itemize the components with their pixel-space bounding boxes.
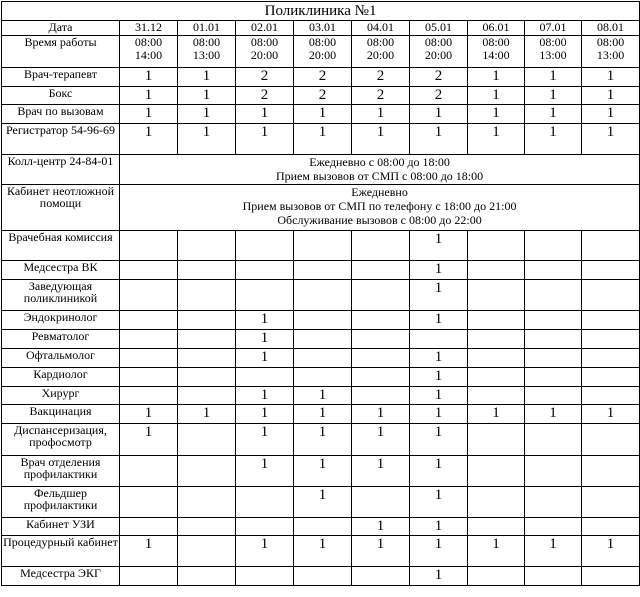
row-label: Офтальмолог: [2, 349, 120, 368]
staff-count-cell: [178, 487, 236, 518]
staff-count-cell: [352, 349, 410, 368]
staff-count-cell: [236, 231, 294, 261]
row-label: Кардиолог: [2, 368, 120, 387]
staff-count-cell: 1: [468, 124, 525, 155]
staff-count-cell: [582, 567, 640, 586]
hours-cell: [468, 36, 525, 68]
hours-start: 08:00: [539, 35, 567, 49]
staff-count-cell: 1: [468, 87, 525, 105]
date-cell: 03.01: [294, 21, 352, 36]
table-row: [2, 518, 640, 536]
staff-count-cell: [582, 231, 640, 261]
staff-count-cell: [525, 387, 582, 405]
staff-count-cell: [468, 261, 525, 280]
staff-count-cell: [294, 518, 352, 536]
staff-count-cell: 1: [410, 124, 468, 155]
staff-count-cell: [525, 424, 582, 456]
staff-count-cell: [582, 368, 640, 387]
hours-start: 08:00: [134, 35, 163, 49]
staff-count-cell: 1: [236, 456, 294, 487]
staff-count-cell: [120, 231, 178, 261]
hours-end: 13:00: [539, 48, 567, 62]
staff-count-cell: 1: [410, 368, 468, 387]
table-row: [2, 155, 640, 185]
date-cell: 02.01: [236, 21, 294, 36]
staff-count-cell: [236, 280, 294, 311]
date-cell: 08.01: [582, 21, 640, 36]
row-label: Ревматолог: [2, 330, 120, 349]
staff-count-cell: [525, 330, 582, 349]
staff-count-cell: [294, 567, 352, 586]
staff-count-cell: [178, 456, 236, 487]
table-row: [2, 261, 640, 280]
staff-count-cell: [468, 280, 525, 311]
row-label: Врач по вызовам: [2, 105, 120, 124]
staff-count-cell: [120, 518, 178, 536]
staff-count-cell: [294, 349, 352, 368]
table-row: [2, 330, 640, 349]
hours-start: 08:00: [192, 35, 221, 49]
hours-end: 13:00: [192, 48, 221, 62]
row-label: Врачебная комиссия: [2, 231, 120, 261]
staff-count-cell: 1: [582, 124, 640, 155]
table-row: [2, 368, 640, 387]
staff-count-cell: 1: [468, 536, 525, 567]
staff-count-cell: 1: [352, 518, 410, 536]
staff-count-cell: [468, 424, 525, 456]
staff-count-cell: [582, 261, 640, 280]
staff-count-cell: 1: [525, 124, 582, 155]
row-label: Кабинет неотложной помощи: [2, 185, 120, 231]
staff-count-cell: 1: [294, 536, 352, 567]
staff-count-cell: 1: [236, 311, 294, 330]
staff-count-cell: [120, 349, 178, 368]
staff-count-cell: 1: [178, 105, 236, 124]
staff-count-cell: 1: [178, 124, 236, 155]
hours-start: 08:00: [482, 35, 510, 49]
staff-count-cell: [178, 330, 236, 349]
staff-count-cell: [178, 424, 236, 456]
row-label: Эндокринолог: [2, 311, 120, 330]
hours-start: 08:00: [308, 35, 337, 49]
hours-cell: [352, 36, 410, 68]
table-row: [2, 185, 640, 231]
staff-count-cell: 1: [410, 231, 468, 261]
staff-count-cell: 1: [582, 87, 640, 105]
hours-end: 20:00: [250, 48, 279, 62]
staff-count-cell: [525, 368, 582, 387]
staff-count-cell: [468, 311, 525, 330]
staff-count-cell: 1: [120, 68, 178, 87]
staff-count-cell: 1: [294, 424, 352, 456]
staff-count-cell: [525, 487, 582, 518]
table-row: [2, 567, 640, 586]
table-row: [2, 124, 640, 155]
schedule-note: [120, 185, 640, 231]
staff-count-cell: [525, 231, 582, 261]
note-line: Ежедневно с 08:00 до 18:00: [309, 155, 450, 169]
staff-count-cell: 2: [294, 87, 352, 105]
staff-count-cell: [294, 330, 352, 349]
staff-count-cell: [468, 518, 525, 536]
staff-count-cell: 1: [294, 456, 352, 487]
staff-count-cell: [236, 487, 294, 518]
hours-label: Время работы: [2, 36, 120, 68]
row-label: Врач отделения профилактики: [2, 456, 120, 487]
hours-cell: [120, 36, 178, 68]
staff-count-cell: [352, 567, 410, 586]
staff-count-cell: 1: [352, 105, 410, 124]
staff-count-cell: [236, 261, 294, 280]
staff-count-cell: 1: [120, 405, 178, 424]
staff-count-cell: 1: [410, 487, 468, 518]
staff-count-cell: [178, 536, 236, 567]
hours-cell: [410, 36, 468, 68]
staff-count-cell: [178, 567, 236, 586]
staff-count-cell: 1: [294, 487, 352, 518]
schedule-note: [120, 155, 640, 185]
staff-count-cell: [352, 487, 410, 518]
staff-count-cell: [525, 311, 582, 330]
staff-count-cell: 1: [178, 405, 236, 424]
staff-count-cell: [525, 261, 582, 280]
staff-count-cell: 1: [236, 424, 294, 456]
staff-count-cell: [582, 311, 640, 330]
table-row: [2, 456, 640, 487]
staff-count-cell: 1: [178, 87, 236, 105]
staff-count-cell: 1: [178, 68, 236, 87]
row-label: Диспансеризация, профосмотр: [2, 424, 120, 456]
staff-count-cell: 1: [410, 105, 468, 124]
table-row: [2, 68, 640, 87]
staff-count-cell: 1: [120, 124, 178, 155]
hours-cell: [525, 36, 582, 68]
staff-count-cell: 1: [410, 349, 468, 368]
staff-count-cell: [178, 349, 236, 368]
row-label: Медсестра ЭКГ: [2, 567, 120, 586]
staff-count-cell: 1: [410, 424, 468, 456]
staff-count-cell: [468, 368, 525, 387]
staff-count-cell: 1: [352, 536, 410, 567]
staff-count-cell: [294, 368, 352, 387]
staff-count-cell: 1: [352, 456, 410, 487]
table-row: [2, 487, 640, 518]
staff-count-cell: [582, 487, 640, 518]
staff-count-cell: [120, 487, 178, 518]
staff-count-cell: [468, 231, 525, 261]
staff-count-cell: [120, 567, 178, 586]
table-row: [2, 387, 640, 405]
staff-count-cell: 1: [410, 311, 468, 330]
staff-count-cell: [120, 387, 178, 405]
staff-count-cell: 1: [410, 261, 468, 280]
hours-end: 14:00: [482, 48, 510, 62]
row-label: Медсестра ВК: [2, 261, 120, 280]
staff-count-cell: 2: [294, 68, 352, 87]
staff-count-cell: [178, 261, 236, 280]
row-label: Фельдшер профилактики: [2, 487, 120, 518]
table-row: [2, 536, 640, 567]
staff-count-cell: [120, 456, 178, 487]
staff-count-cell: [120, 330, 178, 349]
staff-count-cell: [120, 368, 178, 387]
date-cell: 31.12: [120, 21, 178, 36]
hours-row: [2, 36, 640, 68]
staff-count-cell: [525, 456, 582, 487]
staff-count-cell: 1: [525, 405, 582, 424]
staff-count-cell: 2: [410, 68, 468, 87]
staff-count-cell: [294, 311, 352, 330]
staff-count-cell: 2: [236, 68, 294, 87]
staff-count-cell: 1: [120, 536, 178, 567]
staff-count-cell: 1: [236, 536, 294, 567]
staff-count-cell: [468, 349, 525, 368]
staff-count-cell: 1: [120, 424, 178, 456]
staff-count-cell: 1: [582, 405, 640, 424]
staff-count-cell: [468, 456, 525, 487]
staff-count-cell: 2: [352, 68, 410, 87]
staff-count-cell: [582, 456, 640, 487]
row-label: Колл-центр 24-84-01: [2, 155, 120, 185]
date-cell: 06.01: [468, 21, 525, 36]
staff-count-cell: [582, 280, 640, 311]
table-row: [2, 311, 640, 330]
staff-count-cell: 1: [582, 105, 640, 124]
staff-count-cell: 1: [525, 105, 582, 124]
staff-count-cell: [178, 231, 236, 261]
staff-count-cell: 1: [236, 124, 294, 155]
staff-count-cell: [525, 567, 582, 586]
note-line: Ежедневно: [351, 185, 408, 199]
staff-count-cell: 1: [582, 536, 640, 567]
staff-count-cell: 1: [236, 330, 294, 349]
date-cell: 01.01: [178, 21, 236, 36]
row-label: Хирург: [2, 387, 120, 405]
staff-count-cell: [352, 311, 410, 330]
hours-start: 08:00: [366, 35, 395, 49]
table-row: [2, 349, 640, 368]
staff-count-cell: 1: [294, 124, 352, 155]
staff-count-cell: [352, 330, 410, 349]
hours-cell: [178, 36, 236, 68]
hours-start: 08:00: [424, 35, 453, 49]
note-line: Обслуживание вызовов с 08:00 до 22:00: [277, 213, 482, 227]
staff-count-cell: [294, 231, 352, 261]
staff-count-cell: 1: [120, 105, 178, 124]
staff-count-cell: 1: [468, 405, 525, 424]
table-row: [2, 105, 640, 124]
hours-end: 14:00: [134, 48, 163, 62]
staff-count-cell: 1: [352, 424, 410, 456]
staff-count-cell: [352, 261, 410, 280]
note-line: Прием вызовов от СМП по телефону с 18:00 до 21:00: [242, 199, 517, 213]
staff-count-cell: 1: [410, 536, 468, 567]
date-cell: 04.01: [352, 21, 410, 36]
hours-end: 20:00: [366, 48, 395, 62]
staff-count-cell: [178, 280, 236, 311]
staff-count-cell: 1: [525, 536, 582, 567]
staff-count-cell: [525, 280, 582, 311]
staff-count-cell: 1: [352, 124, 410, 155]
staff-count-cell: [352, 231, 410, 261]
staff-count-cell: 1: [294, 105, 352, 124]
table-row: [2, 405, 640, 424]
staff-count-cell: [120, 261, 178, 280]
staff-count-cell: 1: [582, 68, 640, 87]
row-label: Кабинет УЗИ: [2, 518, 120, 536]
staff-count-cell: [468, 567, 525, 586]
staff-count-cell: [236, 518, 294, 536]
staff-count-cell: 1: [236, 349, 294, 368]
table-row: [2, 424, 640, 456]
staff-count-cell: 2: [352, 87, 410, 105]
hours-cell: [294, 36, 352, 68]
row-label: Вакцинация: [2, 405, 120, 424]
staff-count-cell: 1: [468, 68, 525, 87]
staff-count-cell: 1: [410, 518, 468, 536]
dates-row: [2, 21, 640, 36]
staff-count-cell: 1: [352, 405, 410, 424]
staff-count-cell: [352, 368, 410, 387]
staff-count-cell: 1: [525, 68, 582, 87]
staff-count-cell: [352, 387, 410, 405]
row-label: Заведующая поликлиникой: [2, 280, 120, 311]
staff-count-cell: 1: [236, 105, 294, 124]
staff-count-cell: 1: [468, 105, 525, 124]
table-title: Поликлиника №1: [2, 2, 640, 21]
hours-end: 20:00: [308, 48, 337, 62]
table-row: [2, 87, 640, 105]
row-label: Процедурный кабинет: [2, 536, 120, 567]
hours-start: 08:00: [250, 35, 279, 49]
staff-count-cell: [582, 330, 640, 349]
staff-count-cell: [525, 349, 582, 368]
staff-count-cell: 1: [120, 87, 178, 105]
staff-count-cell: 1: [294, 405, 352, 424]
staff-count-cell: 1: [410, 567, 468, 586]
table-row: [2, 280, 640, 311]
hours-end: 13:00: [596, 48, 625, 62]
staff-count-cell: 1: [236, 405, 294, 424]
staff-count-cell: [178, 311, 236, 330]
row-label: Бокс: [2, 87, 120, 105]
staff-count-cell: [294, 261, 352, 280]
staff-count-cell: [468, 487, 525, 518]
staff-count-cell: [468, 387, 525, 405]
staff-count-cell: 1: [525, 87, 582, 105]
staff-count-cell: [582, 387, 640, 405]
staff-count-cell: [178, 387, 236, 405]
staff-count-cell: [294, 280, 352, 311]
hours-cell: [236, 36, 294, 68]
staff-count-cell: 1: [410, 456, 468, 487]
staff-count-cell: 2: [236, 87, 294, 105]
staff-count-cell: [120, 311, 178, 330]
hours-end: 20:00: [424, 48, 453, 62]
staff-count-cell: 1: [410, 405, 468, 424]
hours-start: 08:00: [596, 35, 625, 49]
row-label: Регистратор 54-96-69: [2, 124, 120, 155]
table-row: [2, 231, 640, 261]
staff-count-cell: [582, 518, 640, 536]
staff-count-cell: [352, 280, 410, 311]
staff-count-cell: [410, 330, 468, 349]
staff-count-cell: [525, 518, 582, 536]
staff-count-cell: [582, 424, 640, 456]
staff-count-cell: [582, 349, 640, 368]
date-cell: 07.01: [525, 21, 582, 36]
staff-count-cell: [236, 567, 294, 586]
staff-count-cell: 1: [410, 280, 468, 311]
staff-count-cell: [178, 368, 236, 387]
hours-cell: [582, 36, 640, 68]
date-label: Дата: [2, 21, 120, 36]
note-line: Прием вызовов от СМП с 08:00 до 18:00: [275, 169, 484, 183]
schedule-table: [1, 1, 640, 586]
staff-count-cell: [178, 518, 236, 536]
staff-count-cell: 1: [294, 387, 352, 405]
staff-count-cell: [236, 368, 294, 387]
date-cell: 05.01: [410, 21, 468, 36]
staff-count-cell: 2: [410, 87, 468, 105]
staff-count-cell: 1: [236, 387, 294, 405]
staff-count-cell: 1: [410, 387, 468, 405]
staff-count-cell: [468, 330, 525, 349]
row-label: Врач-терапевт: [2, 68, 120, 87]
staff-count-cell: [120, 280, 178, 311]
